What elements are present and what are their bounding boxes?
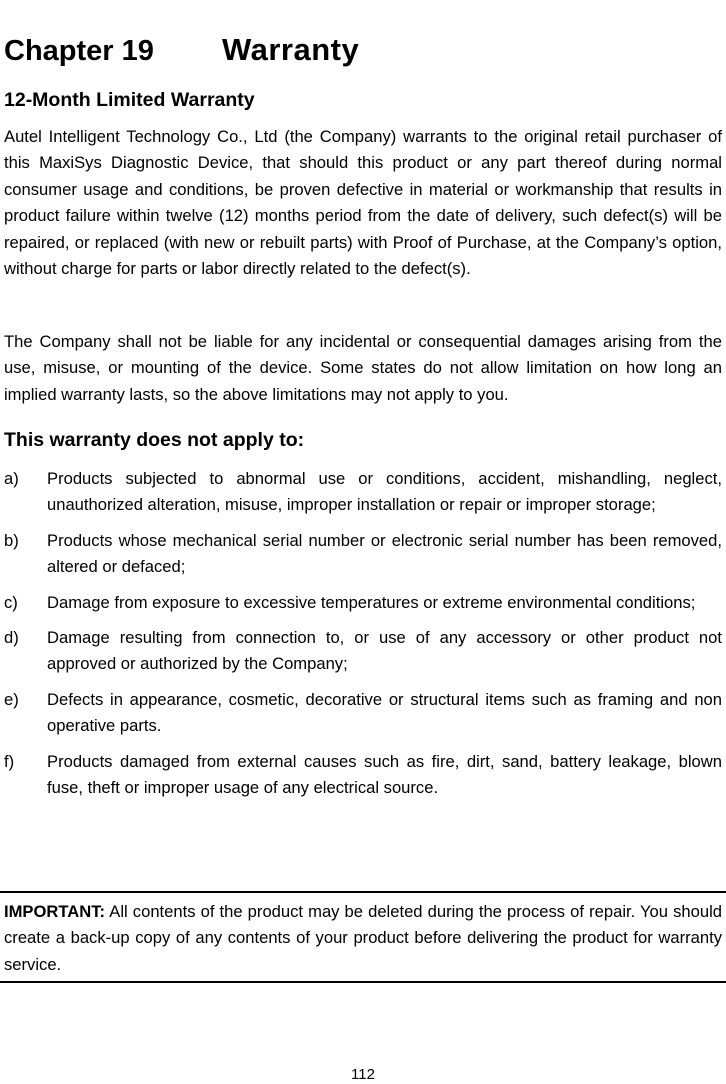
warranty-paragraph-2: The Company shall not be liable for any incidental or consequential damages arising from the use, misuse, or mounting of the device. Some states do not allow limitation on how long an implied warranty lasts, so the above limitations may not apply to you. xyxy=(4,332,722,404)
list-item-marker: f) xyxy=(4,751,15,771)
list-item-text: Damage from exposure to excessive temperatures or extreme environmental conditions; xyxy=(47,592,696,612)
exclusions-title: This warranty does not apply to: xyxy=(4,429,305,451)
list-item-marker: a) xyxy=(4,469,19,488)
list-item xyxy=(4,528,722,581)
list-item-marker: e) xyxy=(4,689,19,709)
list-item-marker: d) xyxy=(4,628,19,648)
section-title: 12-Month Limited Warranty xyxy=(4,89,255,111)
list-item-text: Products damaged from external causes such as fire, dirt, sand, battery leakage, blown fuse, theft or improper usage of any electrical source. xyxy=(47,751,722,798)
important-text: All contents of the product may be deleted during the process of repair. You should create a back-up copy of any contents of your product before delivering the product for warranty service. xyxy=(4,902,722,974)
list-item xyxy=(4,625,722,678)
important-notice xyxy=(0,891,726,983)
list-item-marker: b) xyxy=(4,530,19,550)
list-item-text: Defects in appearance, cosmetic, decorative or structural items such as framing and non operative parts. xyxy=(47,689,722,736)
list-item xyxy=(4,590,722,616)
warranty-paragraph-1: Autel Intelligent Technology Co., Ltd (the Company) warrants to the original retail purchaser of this MaxiSys Diagnostic Device, that should this product or any part thereof during normal consumer usage and conditions, be proven defective in material or workmanship that results in product failure within twelve (12) months period from the date of delivery, such defect(s) will be repaired, or replaced (with new or rebuilt parts) with Proof of Purchase, at the Company’s option, without charge for parts or labor directly related to the defect(s). xyxy=(4,127,722,279)
chapter-heading xyxy=(4,30,359,71)
list-item-text: Products whose mechanical serial number or electronic serial number has been removed, altered or defaced; xyxy=(47,530,722,577)
chapter-number: Chapter 19 xyxy=(4,35,154,67)
page-number: 112 xyxy=(351,1066,375,1083)
list-item-text: Products subjected to abnormal use or conditions, accident, mishandling, neglect, unauthorized alteration, misuse, improper installation or repair or improper storage; xyxy=(47,469,722,515)
chapter-title: Warranty xyxy=(222,32,360,67)
list-item xyxy=(4,687,722,740)
list-item-marker: c) xyxy=(4,592,18,612)
list-item xyxy=(4,749,722,802)
list-item-text: Damage resulting from connection to, or use of any accessory or other product not approved or authorized by the Company; xyxy=(47,628,722,674)
exclusions-list xyxy=(4,466,722,810)
important-label: IMPORTANT: xyxy=(4,902,106,921)
list-item xyxy=(4,466,722,519)
